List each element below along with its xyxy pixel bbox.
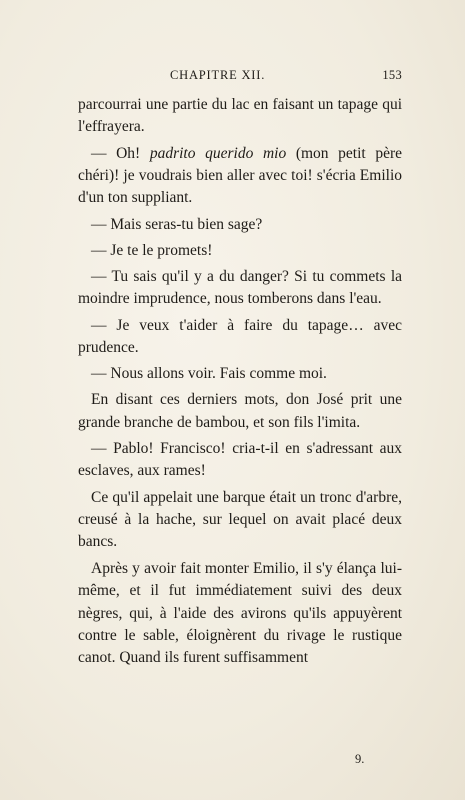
paragraph-text: — Nous allons voir. Fais comme moi.	[91, 365, 327, 383]
paragraph-text: — Tu sais qu'il y a du danger? Si tu commets la moindre imprudence, nous tomberons dans l'eau.	[78, 268, 402, 308]
body-text	[78, 94, 402, 670]
paragraph	[78, 438, 402, 483]
page-number: 153	[382, 68, 402, 82]
paragraph-text: Après y avoir fait monter Emilio, il s'y élança lui-même, et il fut immédiatement suivi des deux nègres, qui, à l'aide des avirons qu'ils appuyèrent contre le sable, éloignèrent du rivage le rustique canot. Quand ils furent suffisamment	[78, 559, 402, 667]
paragraph-text: — Pablo! Francisco! cria-t-il en s'adressant aux esclaves, aux rames!	[78, 440, 402, 480]
paragraph	[78, 240, 402, 262]
paragraph	[78, 143, 402, 210]
paragraph	[78, 389, 402, 434]
paragraph	[78, 266, 402, 311]
paragraph-text: — Je veux t'aider à faire du tapage… avec prudence.	[78, 316, 402, 357]
paragraph-text: Ce qu'il appelait une barque était un tronc d'arbre, creusé à la hache, sur lequel on avait placé deux bancs.	[78, 488, 402, 551]
paragraph-text: — Oh!	[91, 144, 150, 162]
paragraph-text: — Mais seras-tu bien sage?	[91, 215, 263, 233]
paragraph-text: — Je te le promets!	[91, 241, 213, 259]
paragraph	[78, 487, 402, 554]
paragraph	[78, 363, 402, 385]
paragraph-text: En disant ces derniers mots, don José prit une grande branche de bambou, et son fils l'imita.	[78, 391, 402, 431]
paragraph	[78, 214, 402, 236]
paragraph-text: (mon petit père chéri)! je voudrais bien aller avec toi! s'écria Emilio d'un ton suppliant.	[78, 144, 402, 207]
paragraph	[78, 558, 402, 670]
paragraph	[78, 94, 402, 139]
signature-mark: 9.	[355, 752, 365, 766]
chapter-title: CHAPITRE XII.	[170, 68, 266, 82]
italic-phrase: padrito querido mio	[149, 144, 287, 162]
running-head	[78, 68, 402, 86]
paragraph-text: parcourrai une partie du lac en faisant un tapage qui l'effrayera.	[78, 96, 402, 136]
paragraph	[78, 315, 402, 360]
